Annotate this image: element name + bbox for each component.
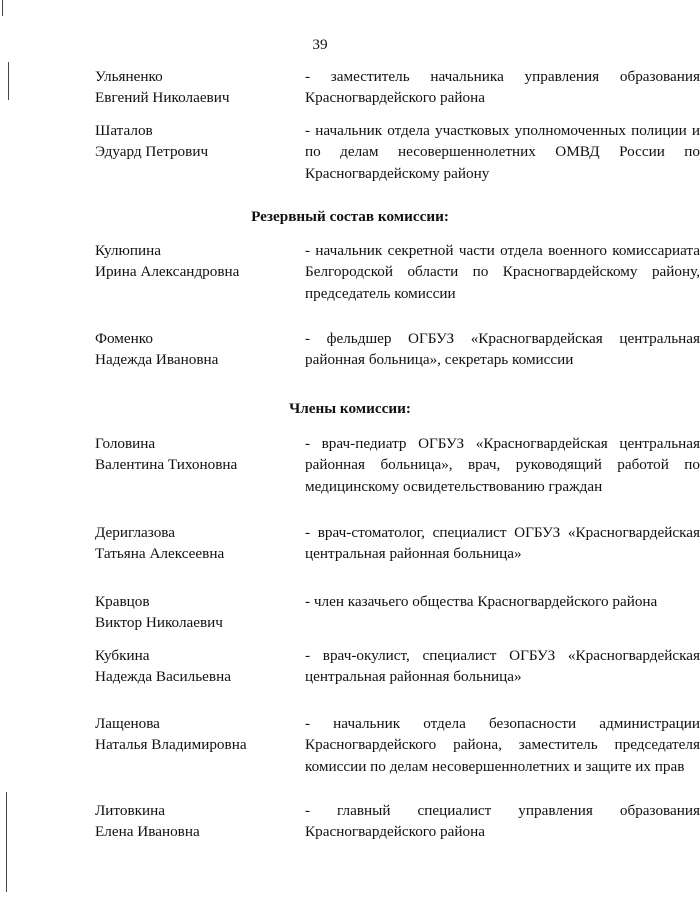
scan-margin-mark xyxy=(6,792,7,892)
person-name xyxy=(95,522,295,565)
person-given-names: Наталья Владимировна xyxy=(95,736,247,754)
scan-margin-mark xyxy=(2,0,3,16)
person-role: - врач-окулист, специалист ОГБУЗ «Красногвардейская центральная районная больница» xyxy=(305,647,700,686)
person-role: - заместитель начальника управления образования Красногвардейского района xyxy=(305,68,700,107)
person-given-names: Татьяна Алексеевна xyxy=(95,545,225,563)
person-role: - врач-стоматолог, специалист ОГБУЗ «Красногвардейская центральная районная больница» xyxy=(305,524,700,563)
person-surname: Головина xyxy=(95,435,156,452)
person-given-names: Эдуард Петрович xyxy=(95,143,209,161)
person-surname: Кулюпина xyxy=(95,242,161,259)
person-given-names: Надежда Васильевна xyxy=(95,668,231,686)
scan-margin-mark xyxy=(8,62,9,100)
person-given-names: Виктор Николаевич xyxy=(95,614,223,632)
person-given-names: Евгений Николаевич xyxy=(95,89,230,107)
person-surname: Фоменко xyxy=(95,330,153,347)
person-surname: Шаталов xyxy=(95,122,153,139)
person-role: - начальник отдела безопасности администрации Красногвардейского района, заместитель председателя комиссии по делам несовершеннолетних и защите их прав xyxy=(305,715,700,775)
person-name xyxy=(95,591,295,634)
person-role: - главный специалист управления образования Красногвардейского района xyxy=(305,802,700,841)
person-name xyxy=(95,800,295,843)
person-given-names: Надежда Ивановна xyxy=(95,351,219,369)
person-given-names: Ирина Александровна xyxy=(95,263,240,281)
person-name xyxy=(95,328,295,371)
person-role: - начальник отдела участковых уполномоченных полиции и по делам несовершеннолетних ОМВД России по Красногвардейскому району xyxy=(305,122,700,182)
section-heading-reserve: Резервный состав комиссии: xyxy=(251,208,449,225)
person-surname: Ульяненко xyxy=(95,68,163,85)
section-heading-members: Члены комиссии: xyxy=(289,400,411,417)
person-name xyxy=(95,645,295,688)
person-name xyxy=(95,66,295,109)
person-role: - врач-педиатр ОГБУЗ «Красногвардейская центральная районная больница», врач, руководящий работой по медицинскому освидетельствованию граждан xyxy=(305,435,700,495)
person-surname: Дериглазова xyxy=(95,524,176,541)
person-surname: Лащенова xyxy=(95,715,160,732)
person-name xyxy=(95,120,295,163)
person-role: - фельдшер ОГБУЗ «Красногвардейская центральная районная больница», секретарь комиссии xyxy=(305,330,700,369)
person-name xyxy=(95,433,295,476)
person-given-names: Валентина Тихоновна xyxy=(95,456,238,474)
person-surname: Кравцов xyxy=(95,593,150,610)
page-number: 39 xyxy=(312,36,328,53)
person-surname: Литовкина xyxy=(95,802,166,819)
person-given-names: Елена Ивановна xyxy=(95,823,200,841)
person-surname: Кубкина xyxy=(95,647,150,664)
person-name xyxy=(95,240,295,283)
person-name xyxy=(95,713,295,756)
person-role: - начальник секретной части отдела военного комиссариата Белгородской области по Красногвардейскому району, председатель комиссии xyxy=(305,242,700,302)
person-role: - член казачьего общества Красногвардейского района xyxy=(305,593,658,610)
